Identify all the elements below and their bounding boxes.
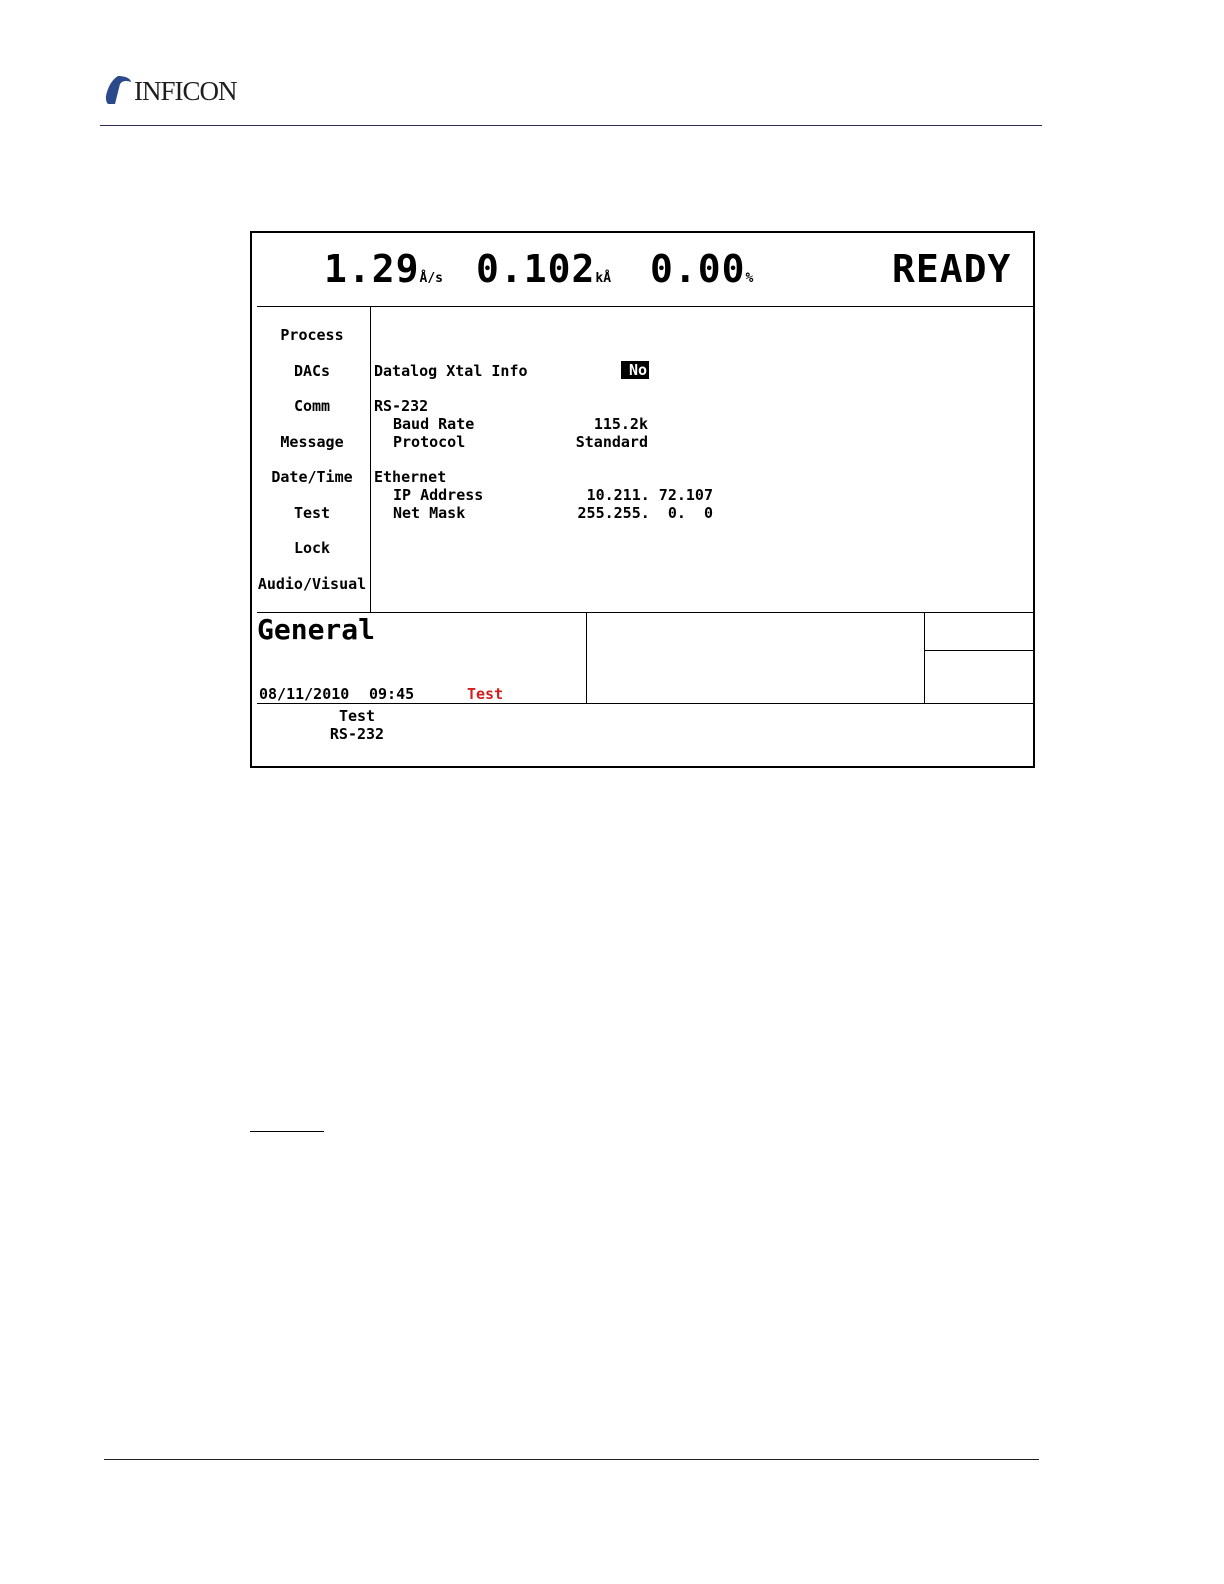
- menu-item-message[interactable]: Message: [280, 433, 344, 451]
- readout-divider: [257, 306, 1033, 307]
- menu-item-comm[interactable]: Comm: [293, 397, 331, 415]
- rate-unit: Å/s: [419, 271, 443, 286]
- menu-item-process[interactable]: Process: [280, 326, 344, 344]
- baud-rate-value[interactable]: 115.2k: [593, 415, 648, 433]
- header-divider: [100, 125, 1042, 126]
- menu-divider: [370, 306, 371, 612]
- instrument-screen: [250, 231, 1035, 768]
- note-divider: [250, 1131, 324, 1132]
- softkey-label-line2[interactable]: RS-232: [329, 725, 385, 743]
- power-value: 0.00: [650, 247, 746, 291]
- ip-address-value[interactable]: 10.211. 72.107: [586, 486, 713, 504]
- thickness-unit: kÅ: [595, 271, 612, 286]
- status-text: READY: [892, 247, 1012, 291]
- footer-date: 08/11/2010: [259, 685, 350, 703]
- net-mask-label: Net Mask: [393, 504, 466, 522]
- protocol-value[interactable]: Standard: [575, 433, 648, 451]
- footer-divider: [104, 1459, 1039, 1460]
- page-title: General: [257, 613, 376, 646]
- power-unit: %: [745, 271, 754, 286]
- menu-item-date-time[interactable]: Date/Time: [271, 468, 353, 486]
- logo-mark-icon: [104, 74, 132, 106]
- ip-address-label: IP Address: [393, 486, 484, 504]
- footer-divider-left: [586, 612, 587, 703]
- footer-box-divider: [924, 650, 1033, 651]
- net-mask-value[interactable]: 255.255. 0. 0: [577, 504, 713, 522]
- datalog-label: Datalog Xtal Info: [374, 362, 528, 380]
- protocol-label: Protocol: [393, 433, 466, 451]
- footer-divider-right: [924, 612, 925, 703]
- menu-item-dacs[interactable]: DACs: [293, 362, 331, 380]
- softkey-divider: [257, 703, 1033, 704]
- thickness-value: 0.102: [476, 247, 596, 291]
- power-readout: [650, 247, 753, 291]
- status-readout: [892, 247, 1011, 291]
- ethernet-heading: Ethernet: [374, 468, 447, 486]
- menu-item-lock[interactable]: Lock: [293, 539, 331, 557]
- rate-readout: [324, 247, 443, 291]
- datalog-value-field[interactable]: No: [621, 361, 649, 379]
- menu-item-test[interactable]: Test: [293, 504, 331, 522]
- thickness-readout: [476, 247, 611, 291]
- footer-time: 09:45: [369, 685, 415, 703]
- inficon-logo: [104, 74, 237, 106]
- softkey-label-line1[interactable]: Test: [338, 707, 376, 725]
- rs232-heading: RS-232: [374, 397, 429, 415]
- menu-item-audio-visual[interactable]: Audio/Visual: [257, 575, 367, 593]
- rate-value: 1.29: [324, 247, 420, 291]
- brand-name: INFICON: [134, 76, 237, 106]
- baud-rate-label: Baud Rate: [393, 415, 475, 433]
- mode-indicator: Test: [467, 685, 504, 703]
